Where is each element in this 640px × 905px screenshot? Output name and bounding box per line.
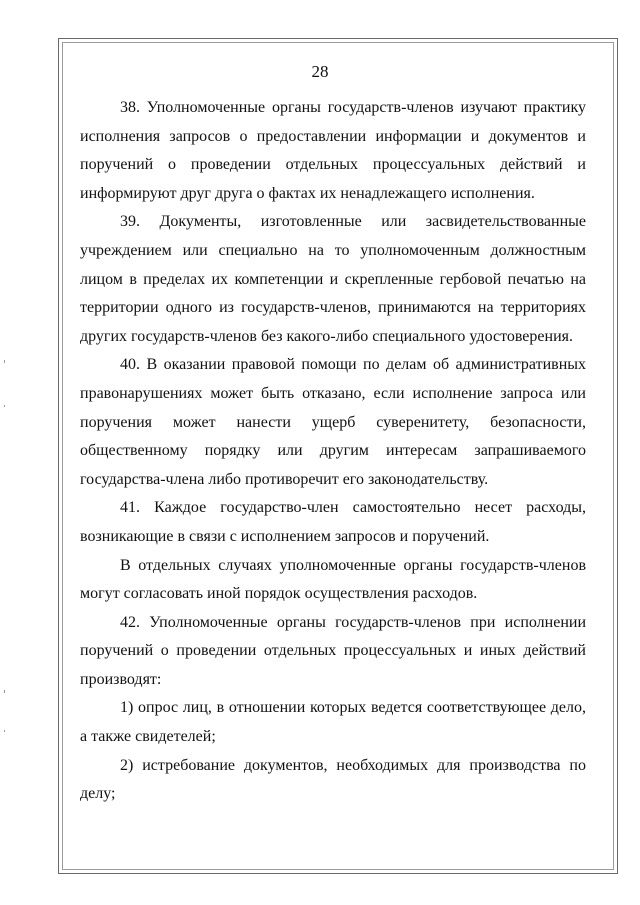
paragraph-42: 42. Уполномоченные органы государств-членов при исполнении поручений о проведении отдельных процессуальных и иных действий производят: [80, 613, 586, 688]
paragraph-38: 38. Уполномоченные органы государств-членов изучают практику исполнения запросов о предоставлении информации и документов и поручений о проведении отдельных процессуальных действий и информируют друг друга о фактах их ненадлежащего исполнения. [80, 99, 586, 202]
paragraph-41: 41. Каждое государство-член самостоятельно несет расходы, возникающие в связи с исполнением запросов и поручений. [80, 499, 586, 545]
paragraph-40: 40. В оказании правовой помощи по делам об административных правонарушениях может быть отказано, если исполнение запроса или поручения может нанести ущерб суверенитету, безопасности, общественному порядку или другим интересам запрашиваемого государства-члена либо противоречит его законодательству. [80, 356, 586, 488]
paragraph-39: 39. Документы, изготовленные или засвидетельствованные учреждением или специально на то уполномоченным должностным лицом в пределах их компетенции и скрепленные гербовой печатью на территории одного из государств-членов, принимаются на территориях других государств-членов без какого-либо специального удостоверения. [80, 213, 586, 345]
scan-margin-marks [4, 0, 6, 905]
document-body [80, 94, 586, 809]
page-number: 28 [311, 62, 329, 81]
list-item-1: 1) опрос лиц, в отношении которых ведется соответствующее дело, а также свидетелей; [80, 699, 586, 746]
paragraph-41-continued: В отдельных случаях уполномоченные органы государств-членов могут согласовать иной порядок осуществления расходов. [80, 556, 586, 603]
list-item-2: 2) истребование документов, необходимых для производства по делу; [80, 756, 586, 803]
